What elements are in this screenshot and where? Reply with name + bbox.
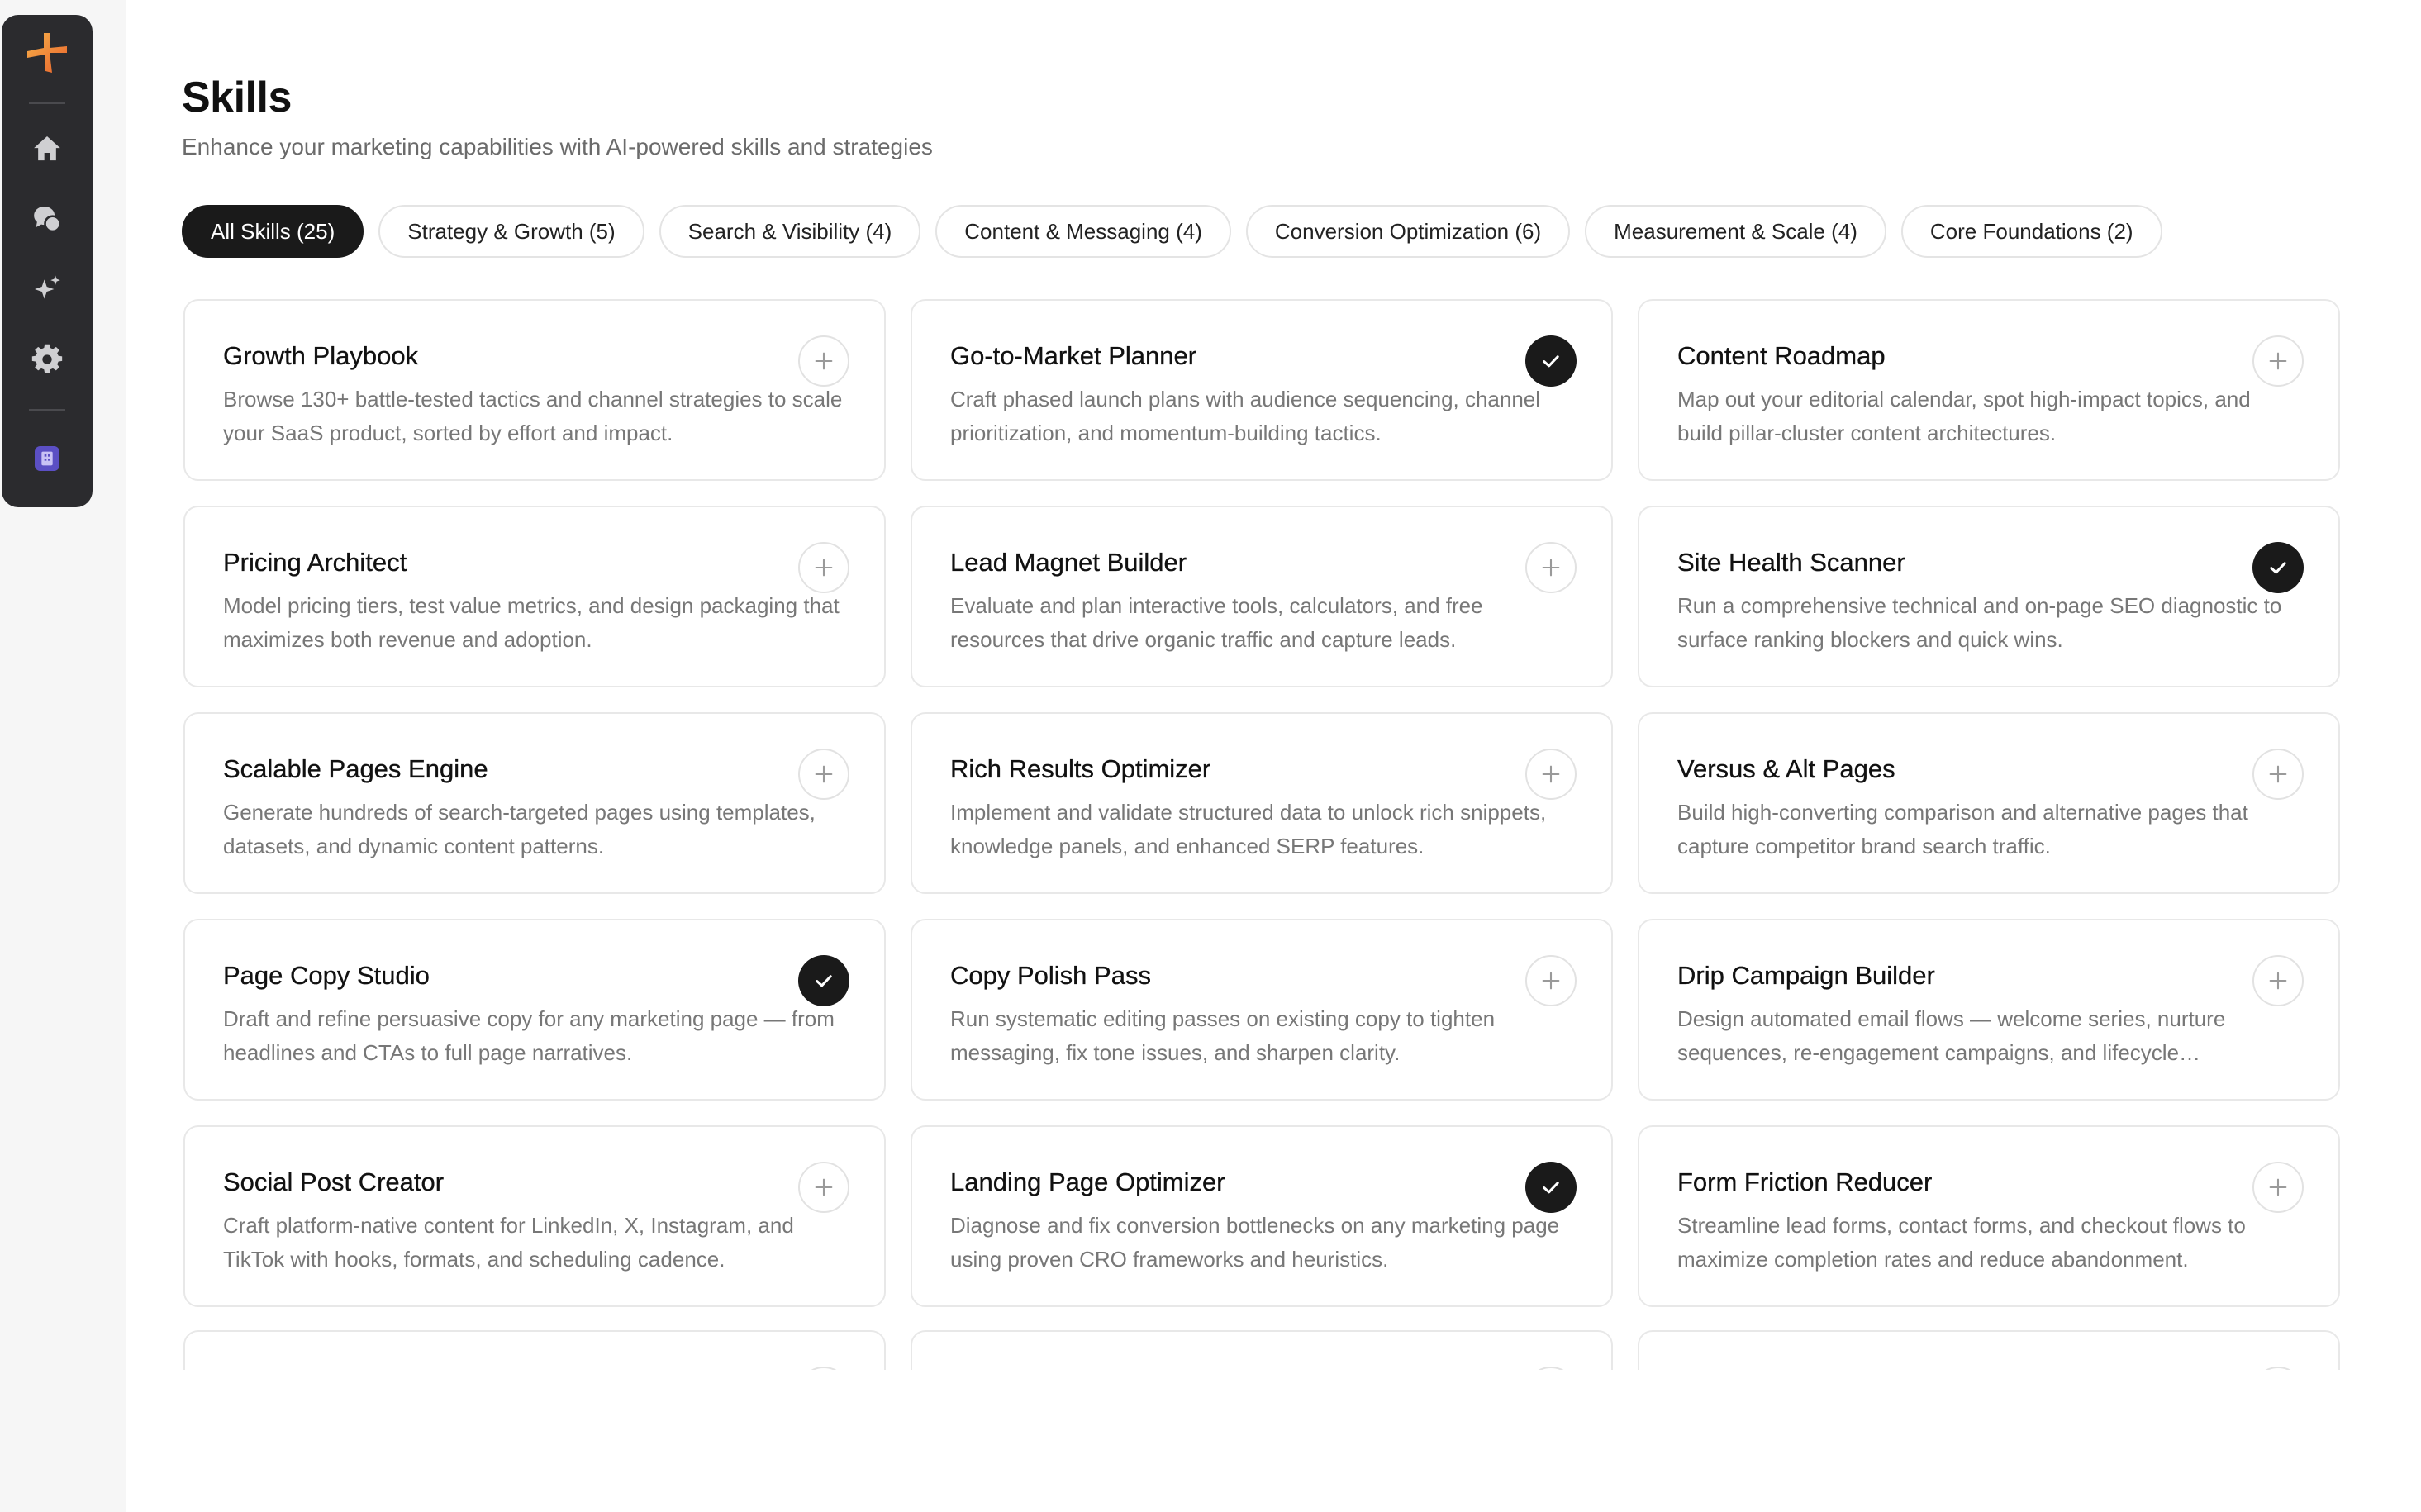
skill-title: Drip Campaign Builder [1677, 961, 1935, 990]
skill-description: Craft phased launch plans with audience sequencing, channel prioritization, and momentum-building tactics. [950, 387, 1541, 446]
plus-icon [2266, 763, 2290, 786]
check-icon [1539, 349, 1562, 373]
skill-title: Landing Page Optimizer [950, 1167, 1225, 1196]
filter-core-foundations[interactable]: Core Foundations (2) [1901, 205, 2162, 258]
skill-description: Build high-converting comparison and alternative pages that capture competitor brand search traffic. [1677, 800, 2248, 859]
skill-card[interactable] [1638, 919, 2340, 1101]
add-skill-button[interactable] [1525, 1367, 1577, 1370]
filter-measurement-scale[interactable]: Measurement & Scale (4) [1585, 205, 1886, 258]
add-skill-button[interactable] [798, 1367, 849, 1370]
skill-card[interactable] [911, 712, 1613, 894]
plus-icon [812, 556, 835, 579]
skill-card[interactable] [183, 919, 886, 1101]
skill-card[interactable] [183, 506, 886, 687]
sidebar-workspace-switcher[interactable] [22, 434, 72, 483]
skill-title: Go-to-Market Planner [950, 341, 1197, 370]
skill-card[interactable] [183, 712, 886, 894]
add-skill-button[interactable] [1525, 955, 1577, 1006]
skill-card-partial[interactable] [183, 1330, 886, 1370]
page-subtitle: Enhance your marketing capabilities with AI-powered skills and strategies [182, 134, 933, 159]
skill-title: Lead Magnet Builder [950, 548, 1187, 577]
sidebar-item-home[interactable] [22, 124, 72, 174]
check-icon [812, 969, 835, 992]
plus-icon [812, 1176, 835, 1199]
add-skill-button[interactable] [2252, 1367, 2304, 1370]
skill-description: Streamline lead forms, contact forms, and checkout flows to maximize completion rates and reduce abandonment. [1677, 1213, 2246, 1272]
skill-description: Design automated email flows — welcome series, nurture sequences, re-engagement campaigns, and lifecycle… [1677, 1006, 2226, 1066]
sidebar-item-skills[interactable] [22, 264, 72, 314]
skill-card[interactable] [1638, 506, 2340, 687]
skill-title: Copy Polish Pass [950, 961, 1151, 990]
skill-description: Generate hundreds of search-targeted pages using templates, datasets, and dynamic content patterns. [223, 800, 816, 859]
skill-card[interactable] [1638, 1125, 2340, 1307]
skill-title: Growth Playbook [223, 341, 419, 370]
add-skill-button[interactable] [798, 542, 849, 593]
app-logo[interactable] [24, 30, 70, 76]
skill-description: Draft and refine persuasive copy for any marketing page — from headlines and CTAs to full page narratives. [223, 1006, 835, 1066]
check-icon [2266, 556, 2290, 579]
skill-card[interactable] [911, 1125, 1613, 1307]
sidebar-divider [29, 102, 65, 104]
skill-card[interactable] [183, 1125, 886, 1307]
page-title: Skills [182, 74, 292, 121]
skill-card[interactable] [1638, 299, 2340, 481]
add-skill-button[interactable] [798, 749, 849, 800]
skill-title: Rich Results Optimizer [950, 754, 1211, 783]
sidebar-divider [29, 409, 65, 411]
add-skill-button[interactable] [1525, 542, 1577, 593]
skill-added-toggle[interactable] [2252, 542, 2304, 593]
skill-card[interactable] [911, 506, 1613, 687]
skill-description: Craft platform-native content for LinkedIn, X, Instagram, and TikTok with hooks, formats, and scheduling cadence. [223, 1213, 794, 1272]
filter-strategy-growth[interactable]: Strategy & Growth (5) [378, 205, 644, 258]
skill-card[interactable] [911, 919, 1613, 1101]
skill-title: Content Roadmap [1677, 341, 1886, 370]
check-icon [1539, 1176, 1562, 1199]
plus-icon [1539, 763, 1562, 786]
add-skill-button[interactable] [2252, 335, 2304, 387]
add-skill-button[interactable] [798, 1162, 849, 1213]
skill-card[interactable] [183, 299, 886, 481]
skill-description: Model pricing tiers, test value metrics, and design packaging that maximizes both revenue and adoption. [223, 593, 840, 653]
plus-icon [2266, 1176, 2290, 1199]
skill-grid-next-row [183, 1330, 2340, 1370]
filter-content-messaging[interactable]: Content & Messaging (4) [935, 205, 1231, 258]
sidebar-item-settings[interactable] [22, 335, 72, 384]
skill-grid [183, 299, 2340, 1307]
skill-title: Form Friction Reducer [1677, 1167, 1933, 1196]
skill-title: Site Health Scanner [1677, 548, 1905, 577]
skill-title: Social Post Creator [223, 1167, 445, 1196]
add-skill-button[interactable] [2252, 749, 2304, 800]
chat-bubbles-icon [31, 202, 64, 235]
gear-icon [31, 343, 64, 376]
add-skill-button[interactable] [2252, 1162, 2304, 1213]
sparkles-icon [31, 273, 64, 306]
skill-card-partial[interactable] [911, 1330, 1613, 1370]
add-skill-button[interactable] [798, 335, 849, 387]
home-icon [31, 132, 64, 165]
plus-icon [2266, 969, 2290, 992]
skill-added-toggle[interactable] [798, 955, 849, 1006]
plus-icon [2266, 349, 2290, 373]
plus-icon [812, 763, 835, 786]
plus-icon [812, 349, 835, 373]
add-skill-button[interactable] [2252, 955, 2304, 1006]
filter-search-visibility[interactable]: Search & Visibility (4) [659, 205, 921, 258]
sidebar [2, 15, 93, 507]
filter-conversion-optimization[interactable]: Conversion Optimization (6) [1246, 205, 1570, 258]
skill-card[interactable] [1638, 712, 2340, 894]
skill-description: Diagnose and fix conversion bottlenecks on any marketing page using proven CRO frameworks and heuristics. [950, 1213, 1560, 1272]
plus-icon [1539, 969, 1562, 992]
skill-description: Implement and validate structured data to unlock rich snippets, knowledge panels, and enhanced SERP features. [950, 800, 1547, 859]
workspace-icon [31, 442, 64, 475]
skill-card-partial[interactable] [1638, 1330, 2340, 1370]
skill-description: Run a comprehensive technical and on-page SEO diagnostic to surface ranking blockers and quick wins. [1677, 593, 2282, 653]
skill-description: Run systematic editing passes on existing copy to tighten messaging, fix tone issues, and sharpen clarity. [950, 1006, 1496, 1066]
skill-added-toggle[interactable] [1525, 335, 1577, 387]
filter-all-skills[interactable]: All Skills (25) [182, 205, 364, 258]
skill-description: Map out your editorial calendar, spot high-impact topics, and build pillar-cluster content architectures. [1677, 387, 2251, 446]
filter-chips [182, 205, 2162, 258]
skill-description: Browse 130+ battle-tested tactics and channel strategies to scale your SaaS product, sorted by effort and impact. [223, 387, 843, 446]
skill-description: Evaluate and plan interactive tools, calculators, and free resources that drive organic traffic and capture leads. [950, 593, 1483, 653]
skill-card[interactable] [911, 299, 1613, 481]
add-skill-button[interactable] [1525, 749, 1577, 800]
plus-star-logo-icon [24, 30, 70, 76]
sidebar-item-chats[interactable] [22, 194, 72, 244]
skill-title: Scalable Pages Engine [223, 754, 488, 783]
skill-title: Page Copy Studio [223, 961, 430, 990]
skill-title: Pricing Architect [223, 548, 407, 577]
skill-added-toggle[interactable] [1525, 1162, 1577, 1213]
skill-title: Versus & Alt Pages [1677, 754, 1895, 783]
plus-icon [1539, 556, 1562, 579]
